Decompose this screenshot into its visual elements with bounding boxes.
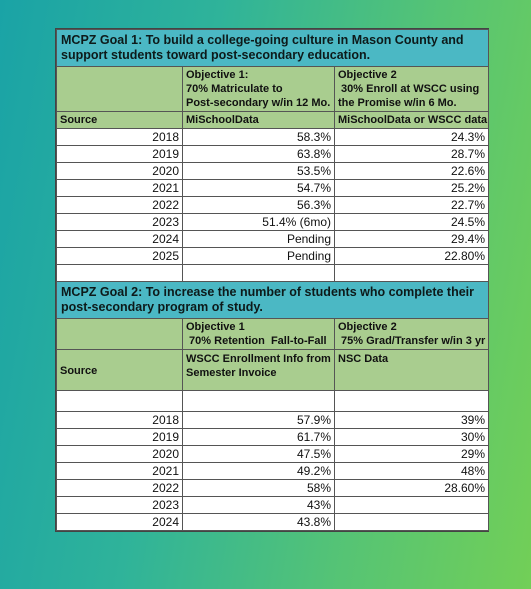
goal1-header-row (57, 30, 489, 67)
table-row (57, 446, 489, 463)
goal2-objectives-row (57, 319, 489, 350)
goal2-source-label: Source (57, 350, 183, 391)
table-row (57, 197, 489, 214)
goal1-objective2-line3: the Promise w/in 6 Mo. (338, 97, 457, 109)
goal1-objective2-line1: Objective 2 (338, 69, 397, 81)
objective2-value: 22.80% (335, 248, 489, 265)
objective1-value: 49.2% (183, 463, 335, 480)
goal2-source1-line1: WSCC Enrollment Info from (186, 353, 331, 365)
year-cell: 2021 (57, 180, 183, 197)
goal2-source2: NSC Data (335, 350, 489, 391)
table-row (57, 163, 489, 180)
objective2-value: 39% (335, 412, 489, 429)
goal1-title: MCPZ Goal 1: To build a college-going culture in Mason County and support students toward post-secondary education. (57, 30, 489, 67)
objective2-value: 30% (335, 429, 489, 446)
objective1-value: 61.7% (183, 429, 335, 446)
table-row (57, 480, 489, 497)
objective2-value: 29% (335, 446, 489, 463)
goal2-source1 (183, 350, 335, 391)
goals-table (56, 29, 489, 531)
goal1-objective2 (335, 67, 489, 112)
year-cell: 2022 (57, 197, 183, 214)
year-cell: 2023 (57, 497, 183, 514)
table-row (57, 463, 489, 480)
objective1-value: 43% (183, 497, 335, 514)
goal1-objective1-line3: Post-secondary w/in 12 Mo. (186, 97, 331, 109)
objective2-value (335, 514, 489, 531)
objective1-value: 53.5% (183, 163, 335, 180)
year-cell: 2023 (57, 214, 183, 231)
objective1-value: 58.3% (183, 129, 335, 146)
year-cell: 2024 (57, 514, 183, 531)
table-row (57, 180, 489, 197)
goal2-objective2-line2: 75% Grad/Transfer w/in 3 yr (338, 335, 486, 347)
table-row (57, 231, 489, 248)
goal1-objective-blank (57, 67, 183, 112)
objective1-value: 51.4% (6mo) (183, 214, 335, 231)
year-cell: 2024 (57, 231, 183, 248)
table-row (57, 497, 489, 514)
goal2-objective-blank (57, 319, 183, 350)
spacer-row (57, 265, 489, 282)
year-cell: 2021 (57, 463, 183, 480)
objective2-value: 28.7% (335, 146, 489, 163)
objective1-value: 47.5% (183, 446, 335, 463)
objective1-value: 54.7% (183, 180, 335, 197)
goal1-objective1 (183, 67, 335, 112)
objective2-value: 25.2% (335, 180, 489, 197)
table-row (57, 514, 489, 531)
objective1-value: 43.8% (183, 514, 335, 531)
objective1-value: 63.8% (183, 146, 335, 163)
goal1-objectives-row (57, 67, 489, 112)
goal2-objective1 (183, 319, 335, 350)
objective2-value: 48% (335, 463, 489, 480)
goal1-source-label: Source (57, 112, 183, 129)
objective2-value (335, 497, 489, 514)
objective1-value: 56.3% (183, 197, 335, 214)
objective2-value: 22.6% (335, 163, 489, 180)
goal1-objective1-line1: Objective 1: (186, 69, 249, 81)
year-cell: 2022 (57, 480, 183, 497)
year-cell: 2020 (57, 163, 183, 180)
objective1-value: 58% (183, 480, 335, 497)
year-cell: 2018 (57, 129, 183, 146)
goal2-source-row (57, 350, 489, 391)
goal2-objective2 (335, 319, 489, 350)
goal2-objective2-line1: Objective 2 (338, 321, 397, 333)
objective1-value: Pending (183, 248, 335, 265)
goals-table-sheet (55, 28, 489, 532)
year-cell: 2020 (57, 446, 183, 463)
objective2-value: 22.7% (335, 197, 489, 214)
objective2-value: 24.5% (335, 214, 489, 231)
objective1-value: 57.9% (183, 412, 335, 429)
objective2-value: 24.3% (335, 129, 489, 146)
year-cell: 2025 (57, 248, 183, 265)
objective1-value: Pending (183, 231, 335, 248)
goal1-source2: MiSchoolData or WSCC data (335, 112, 489, 129)
table-row (57, 412, 489, 429)
goal1-objective2-line2: 30% Enroll at WSCC using (338, 83, 480, 95)
goal1-source1: MiSchoolData (183, 112, 335, 129)
year-cell: 2019 (57, 146, 183, 163)
goal1-source-row (57, 112, 489, 129)
table-row (57, 129, 489, 146)
goal2-spacer-row (57, 391, 489, 412)
goal2-source1-line2: Semester Invoice (186, 367, 277, 379)
table-row (57, 214, 489, 231)
table-row (57, 146, 489, 163)
year-cell: 2019 (57, 429, 183, 446)
goal2-title: MCPZ Goal 2: To increase the number of students who complete their post-secondary program of study. (57, 282, 489, 319)
goal2-objective1-line2: 70% Retention Fall-to-Fall (186, 335, 327, 347)
table-row (57, 248, 489, 265)
goal2-objective1-line1: Objective 1 (186, 321, 245, 333)
goal1-objective1-line2: 70% Matriculate to (186, 83, 283, 95)
table-row (57, 429, 489, 446)
goal2-header-row (57, 282, 489, 319)
objective2-value: 28.60% (335, 480, 489, 497)
year-cell: 2018 (57, 412, 183, 429)
objective2-value: 29.4% (335, 231, 489, 248)
